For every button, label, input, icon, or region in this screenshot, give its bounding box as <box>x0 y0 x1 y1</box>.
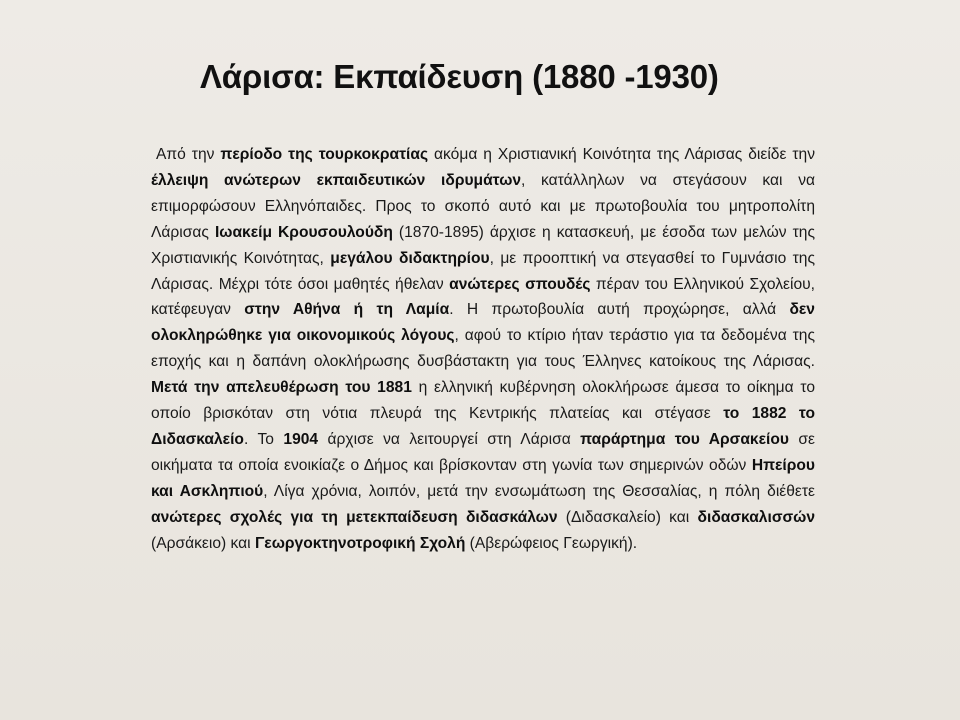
body-text: (Αβερώφειος Γεωργική). <box>465 534 638 552</box>
emphasized-text: μεγάλου διδακτηρίου <box>330 249 490 267</box>
emphasized-text: Γεωργοκτηνοτροφική Σχολή <box>254 534 466 552</box>
body-text: , με προοπτική να στεγασθεί το Γυμνάσιο της Λάρισας. Μέχρι τότε όσοι μαθητές ήθελαν <box>151 249 815 293</box>
emphasized-text: περίοδο της τουρκοκρατίας <box>220 146 429 163</box>
emphasized-text: Ιωακείμ Κρουσουλούδη <box>214 223 393 241</box>
emphasized-text: στην Αθήνα ή τη Λαμία <box>244 301 450 319</box>
slide-title: Λάρισα: Εκπαίδευση (1880 -1930) <box>200 58 719 95</box>
emphasized-text: δεν ολοκληρώθηκε για οικονομικούς λόγους <box>151 301 815 345</box>
body-text: ακόμα η Χριστιανική Κοινότητα της Λάρισας διείδε την <box>428 146 815 163</box>
body-text: , κατάλληλων να στεγάσουν και να επιμορφώσουν Ελληνόπαιδες. Προς το σκοπό αυτό και με πρωτοβουλία του μητροπολίτη Λάρισας <box>151 171 816 241</box>
body-text: Από την <box>156 146 221 163</box>
body-paragraph <box>151 142 815 557</box>
body-text: , Λίγα χρόνια, λοιπόν, μετά την ενσωμάτωση της Θεσσαλίας, η πόλη διέθετε <box>263 482 815 500</box>
body-text: . Η πρωτοβουλία αυτή προχώρησε, αλλά <box>449 301 790 319</box>
body-text: (1870-1895) άρχισε η κατασκευή, με έσοδα των μελών της Χριστιανικής Κοινότητας, <box>151 223 815 267</box>
emphasized-text: ανώτερες σχολές για τη μετεκπαίδευση διδασκάλων <box>151 508 558 526</box>
body-text: άρχισε να λειτουργεί στη Λάρισα <box>318 430 581 448</box>
emphasized-text: Μετά την απελευθέρωση του 1881 <box>151 379 412 397</box>
emphasized-text: 1904 <box>283 430 319 448</box>
body-text: πέραν του Ελληνικού Σχολείου, κατέφευγαν <box>151 275 815 319</box>
emphasized-text: Ηπείρου και Ασκληπιού <box>151 456 815 500</box>
emphasized-text: έλλειψη ανώτερων εκπαιδευτικών ιδρυμάτων <box>151 171 522 189</box>
body-text: σε οικήματα τα οποία ενοικίαζε ο Δήμος και βρίσκονταν στη γωνία των σημερινών οδών <box>151 430 815 474</box>
body-text: . Το <box>243 430 284 448</box>
body-text: η ελληνική κυβέρνηση ολοκλήρωσε άμεσα το οίκημα το οποίο βρισκόταν στη νότια πλευρά της Κεντρικής πλατείας και στέγασε <box>151 379 815 423</box>
emphasized-text: το 1882 το Διδασκαλείο <box>151 405 815 448</box>
emphasized-text: ανώτερες σπουδές <box>449 275 591 293</box>
body-text: , αφού το κτίριο ήταν τεράστιο για τα δεδομένα της εποχής και η δαπάνη ολοκλήρωσης δυσβάστακτη για τους Έλληνες κατοίκους της Λάρισας. <box>151 327 815 371</box>
body-text: (Διδασκαλείο) και <box>557 508 698 526</box>
body-text: (Αρσάκειο) και <box>151 534 255 552</box>
emphasized-text: παράρτημα του Αρσακείου <box>580 430 789 448</box>
emphasized-text: διδασκαλισσών <box>697 508 815 526</box>
